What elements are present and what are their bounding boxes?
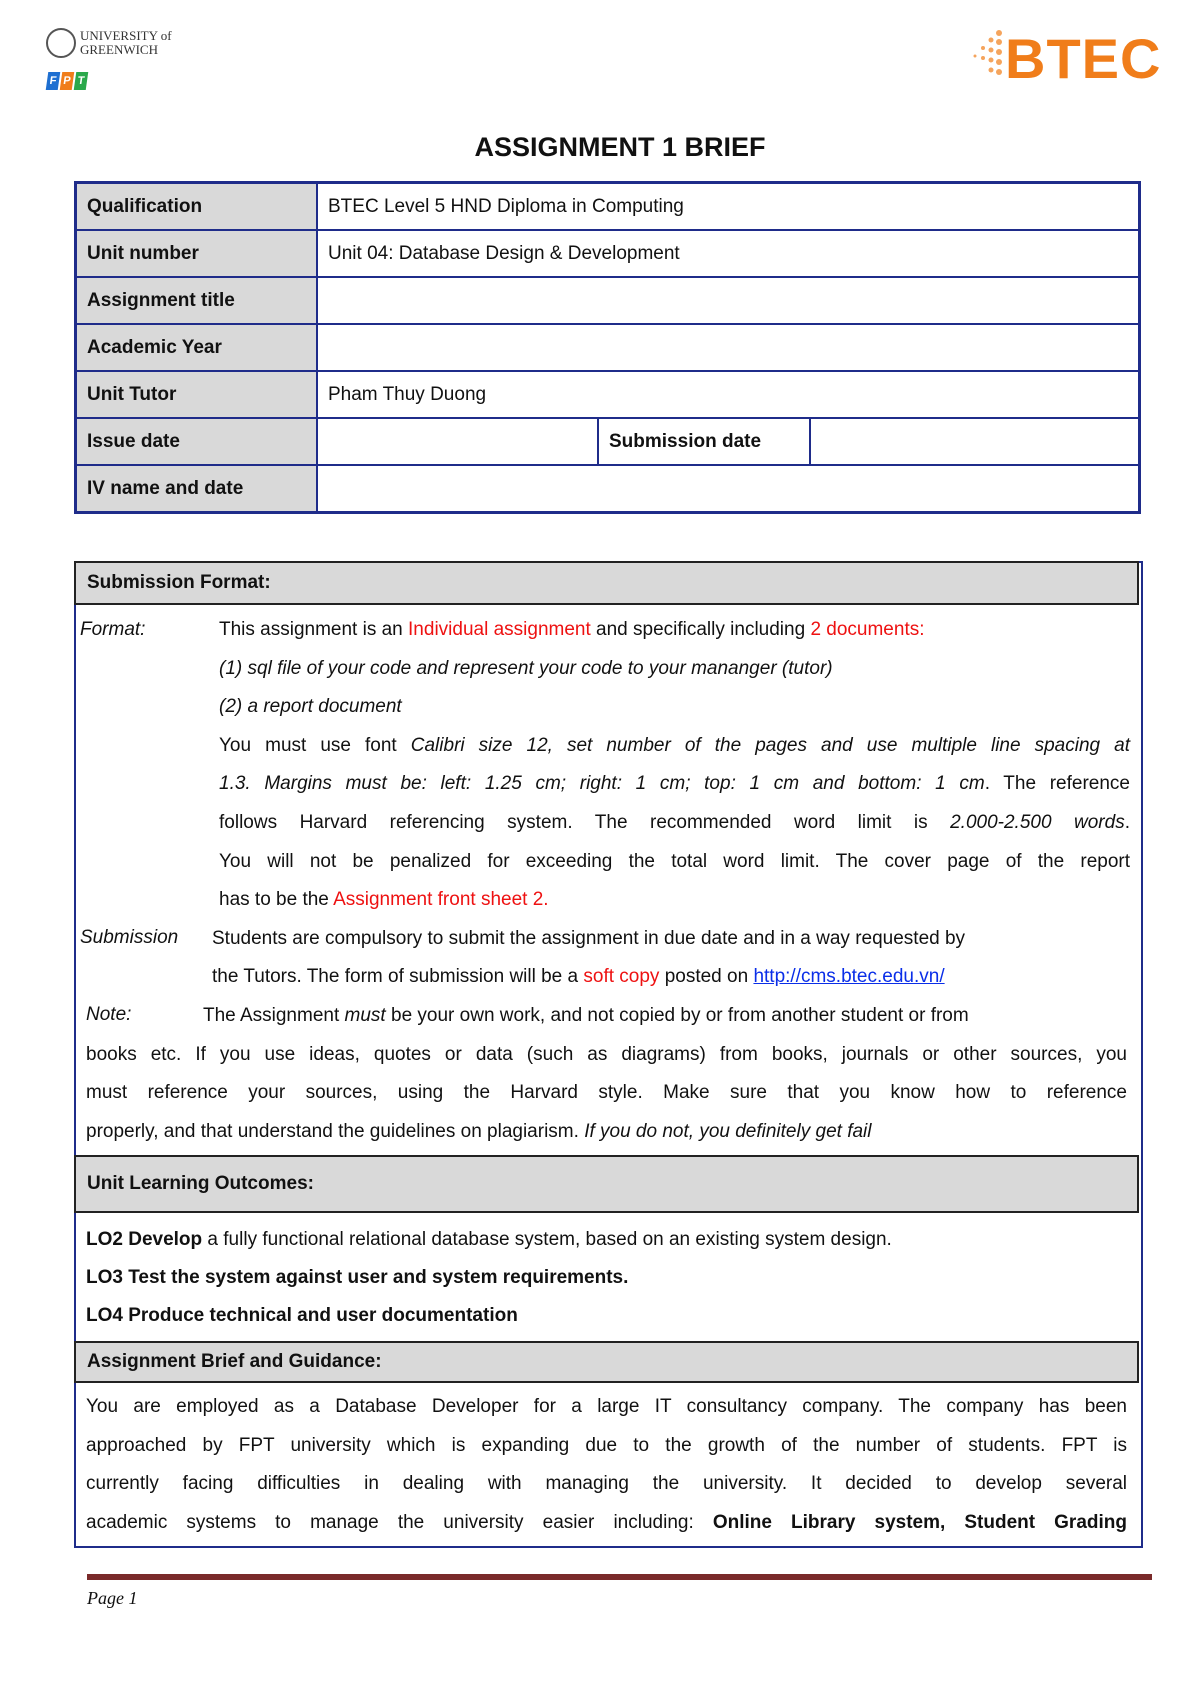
qualification-label: Qualification bbox=[76, 183, 318, 231]
text-segment: be your own work, and not copied by or from another student or from bbox=[385, 1005, 969, 1026]
iv-name-value[interactable] bbox=[317, 465, 1140, 513]
text-segment: a fully functional relational database system, based on an existing system design. bbox=[202, 1229, 892, 1250]
text-segment: If you do not, you definitely get fail bbox=[584, 1120, 872, 1142]
text-segment: You must use font bbox=[219, 734, 411, 756]
unit-tutor-value: Pham Thuy Duong bbox=[317, 371, 1140, 418]
academic-year-value[interactable] bbox=[317, 324, 1140, 371]
assignment-brief-header: Assignment Brief and Guidance: bbox=[74, 1341, 1139, 1383]
text-segment: LO2 Develop bbox=[86, 1229, 203, 1250]
assignment-title-label: Assignment title bbox=[76, 277, 318, 324]
unit-number-value: Unit 04: Database Design & Development bbox=[317, 230, 1140, 277]
text-line bbox=[219, 618, 925, 642]
text-segment: This assignment is an bbox=[219, 619, 409, 640]
text-segment: and specifically including bbox=[590, 619, 811, 640]
text-segment: Students are compulsory to submit the assignment in due date and in a way requested by bbox=[212, 927, 966, 949]
text-segment: must reference your sources, using the Harvard style. Make sure that you know how to reference bbox=[86, 1082, 1127, 1104]
table-row bbox=[76, 371, 1140, 418]
iv-name-label: IV name and date bbox=[76, 465, 318, 513]
note-label: Note: bbox=[86, 1004, 132, 1025]
text-line bbox=[219, 657, 833, 681]
text-line bbox=[86, 1472, 1127, 1496]
text-line bbox=[86, 1081, 1127, 1105]
text-segment: . The reference bbox=[984, 773, 1130, 795]
university-seal-icon bbox=[46, 28, 76, 58]
text-segment: books etc. If you use ideas, quotes or data (such as diagrams) from books, journals or other sources, you bbox=[86, 1043, 1127, 1065]
text-line bbox=[212, 965, 945, 989]
text-segment: LO4 Produce technical and user documentation bbox=[86, 1305, 518, 1326]
university-of-greenwich-logo bbox=[46, 28, 172, 58]
text-line bbox=[219, 695, 402, 719]
table-row bbox=[76, 324, 1140, 371]
text-segment: You are employed as a Database Developer for a large IT consultancy company. The company has been bbox=[86, 1396, 1127, 1417]
issue-date-label: Issue date bbox=[76, 418, 318, 465]
text-segment: 1.3. Margins must be: left: 1.25 cm; right: 1 cm; top: 1 cm and bottom: 1 cm bbox=[219, 773, 985, 795]
text-segment: (2) a report document bbox=[219, 696, 402, 718]
table-row bbox=[76, 277, 1140, 324]
assignment-title-value[interactable] bbox=[317, 277, 1140, 324]
unit-tutor-label: Unit Tutor bbox=[76, 371, 318, 418]
text-segment: soft copy bbox=[583, 966, 660, 988]
text-segment: The Assignment bbox=[203, 1005, 345, 1026]
issue-date-value[interactable] bbox=[317, 418, 598, 465]
btec-logo: BTEC bbox=[1005, 27, 1162, 90]
text-line bbox=[86, 1120, 871, 1144]
text-segment: academic systems to manage the university easier including: bbox=[86, 1511, 713, 1533]
academic-year-label: Academic Year bbox=[76, 324, 318, 371]
submission-label: Submission bbox=[80, 927, 179, 948]
text-line bbox=[212, 927, 965, 951]
text-line bbox=[86, 1395, 1127, 1419]
text-segment: Calibri size 12, set number of the pages and use multiple line spacing at bbox=[410, 734, 1130, 756]
submission-date-value[interactable] bbox=[810, 418, 1140, 465]
submission-date-label: Submission date bbox=[598, 418, 810, 465]
text-line bbox=[86, 1228, 892, 1252]
text-segment: currently facing difficulties in dealing with managing the university. It decided to develop several bbox=[86, 1473, 1127, 1495]
text-line bbox=[219, 734, 1130, 758]
text-segment: LO3 Test the system against user and system requirements. bbox=[86, 1267, 629, 1288]
text-segment: posted on bbox=[659, 966, 754, 988]
logo-text-line: GREENWICH bbox=[80, 42, 158, 57]
text-line bbox=[86, 1304, 518, 1328]
text-line bbox=[219, 772, 1130, 796]
submission-link[interactable]: http://cms.btec.edu.vn/ bbox=[753, 966, 945, 988]
text-line bbox=[219, 888, 549, 912]
text-line bbox=[86, 1043, 1127, 1067]
text-segment: must bbox=[344, 1005, 386, 1026]
text-segment: the Tutors. The form of submission will be a bbox=[212, 966, 584, 988]
text-segment: approached by FPT university which is expanding due to the growth of the number of students. FPT is bbox=[86, 1434, 1127, 1456]
page-title: ASSIGNMENT 1 BRIEF bbox=[474, 132, 766, 162]
text-segment: Assignment front sheet 2. bbox=[333, 889, 549, 911]
learning-outcomes-header: Unit Learning Outcomes: bbox=[74, 1155, 1139, 1213]
text-segment: You will not be penalized for exceeding the total word limit. The cover page of the report bbox=[219, 850, 1130, 872]
logo-text-line: UNIVERSITY of bbox=[80, 28, 172, 43]
table-row bbox=[76, 230, 1140, 277]
text-line bbox=[86, 1434, 1127, 1458]
text-segment: 2 documents: bbox=[810, 619, 925, 640]
text-segment: 2.000-2.500 words bbox=[950, 812, 1125, 833]
fpt-logo: F P T bbox=[46, 72, 88, 90]
text-segment: Individual assignment bbox=[408, 619, 591, 640]
text-line bbox=[203, 1004, 969, 1028]
submission-format-header: Submission Format: bbox=[74, 561, 1139, 605]
btec-dots-icon bbox=[965, 28, 1005, 78]
assignment-info-table bbox=[74, 181, 1141, 514]
text-line bbox=[219, 850, 1130, 874]
table-row bbox=[76, 465, 1140, 513]
text-segment: properly, and that understand the guidelines on plagiarism. bbox=[86, 1120, 585, 1142]
text-segment: Online Library system, Student Grading bbox=[712, 1511, 1127, 1533]
table-row bbox=[76, 183, 1140, 231]
format-label: Format: bbox=[80, 619, 146, 640]
text-segment: (1) sql file of your code and represent your code to your mananger (tutor) bbox=[219, 657, 833, 679]
unit-number-label: Unit number bbox=[76, 230, 318, 277]
table-row bbox=[76, 418, 1140, 465]
text-line bbox=[219, 811, 1130, 835]
page-number: Page 1 bbox=[87, 1588, 138, 1608]
text-segment: has to be the bbox=[219, 889, 334, 911]
text-segment: follows Harvard referencing system. The recommended word limit is bbox=[219, 812, 951, 833]
text-line bbox=[86, 1266, 628, 1290]
text-segment: . bbox=[1124, 812, 1130, 833]
footer-divider bbox=[87, 1574, 1152, 1580]
qualification-value: BTEC Level 5 HND Diploma in Computing bbox=[317, 183, 1140, 231]
text-line bbox=[86, 1511, 1127, 1535]
